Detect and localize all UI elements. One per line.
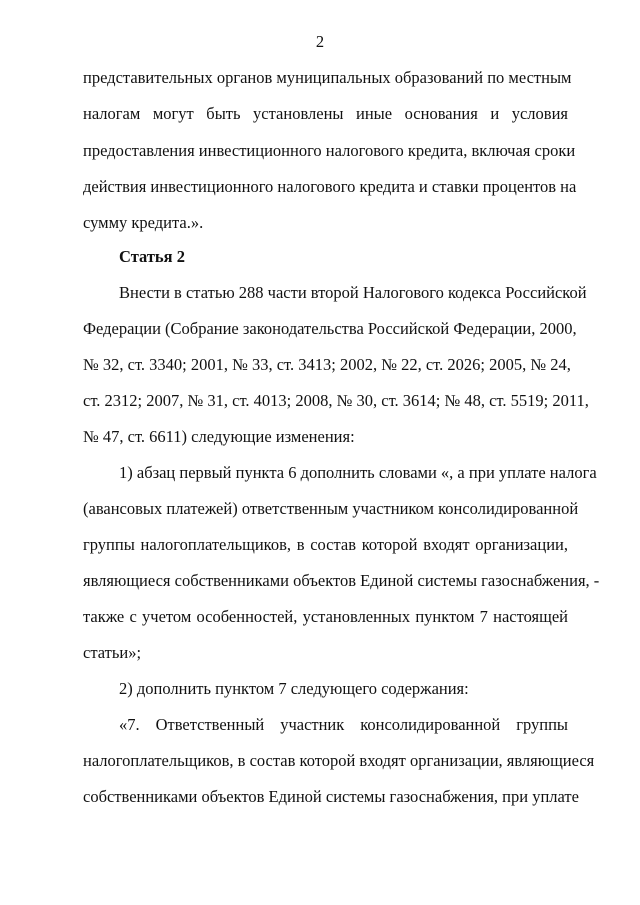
text-line: Внести в статью 288 части второй Налогового кодекса Российской — [119, 283, 587, 302]
text-line: ст. 2312; 2007, № 31, ст. 4013; 2008, № 30, ст. 3614; № 48, ст. 5519; 2011, — [83, 391, 589, 410]
article-heading: Статья 2 — [119, 247, 185, 266]
text-line: (авансовых платежей) ответственным участником консолидированной — [83, 499, 579, 518]
text-line: группы налогоплательщиков, в состав которой входят организации, — [83, 535, 568, 554]
text-line: 2) дополнить пунктом 7 следующего содержания: — [119, 679, 469, 698]
page-number: 2 — [315, 32, 325, 51]
text-line: предоставления инвестиционного налогового кредита, включая сроки — [83, 141, 576, 160]
text-line: налогоплательщиков, в состав которой входят организации, являющиеся — [83, 751, 595, 770]
text-line: «7. Ответственный участник консолидированной группы — [119, 715, 568, 734]
text-line: представительных органов муниципальных образований по местным — [83, 68, 572, 87]
text-line: 1) абзац первый пункта 6 дополнить словами «, а при уплате налога — [119, 463, 597, 482]
text-line: № 32, ст. 3340; 2001, № 33, ст. 3413; 2002, № 22, ст. 2026; 2005, № 24, — [83, 355, 571, 374]
text-line: Федерации (Собрание законодательства Российской Федерации, 2000, — [83, 319, 577, 338]
text-line: также с учетом особенностей, установленных пунктом 7 настоящей — [83, 607, 568, 626]
text-line: действия инвестиционного налогового кредита и ставки процентов на — [83, 177, 577, 196]
text-line: статьи»; — [83, 643, 142, 662]
text-line: налогам могут быть установлены иные основания и условия — [83, 104, 568, 123]
text-line: являющиеся собственниками объектов Единой системы газоснабжения, - — [83, 571, 600, 590]
text-line: № 47, ст. 6611) следующие изменения: — [83, 427, 355, 446]
text-line: сумму кредита.». — [83, 213, 204, 232]
text-line: собственниками объектов Единой системы газоснабжения, при уплате — [83, 787, 579, 806]
